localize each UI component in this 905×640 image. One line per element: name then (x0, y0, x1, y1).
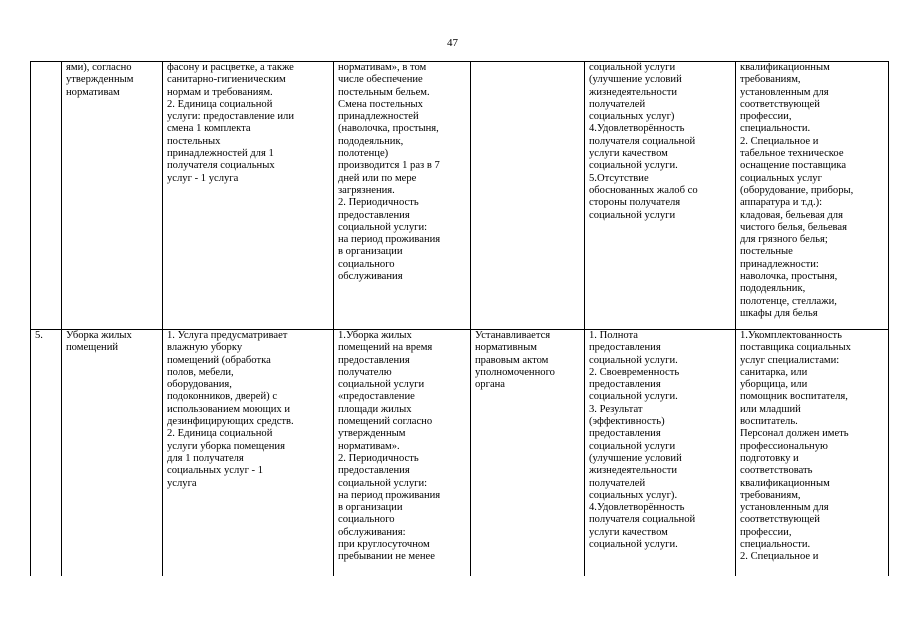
cell-service-name: ями), согласно утвержденным нормативам (62, 62, 163, 330)
table-row-5 (31, 330, 889, 576)
cell-service-norms: нормативам», в том числе обеспечение постельным бельем. Смена постельных принадлежностей (наволочка, простыня, пододеяльник, полотенце) производится 1 раз в 7 дней или по мере загрязнения. 2. Периодичность предоставления социальной услуги: на период проживания в организации социального обслуживания (334, 62, 471, 330)
cell-service-norms: 1.Уборка жилых помещений на время предоставления получателю социальной услуги «предоставление площади жилых помещений согласно утвержденным нормативам». 2. Периодичность предоставления социальной услуги: на период проживания в организации социального обслуживания: при круглосуточном пребывании не менее (334, 330, 471, 576)
cell-quality-indicators: 1. Полнота предоставления социальной услуги. 2. Своевременность предоставления социальной услуги. 3. Результат (эффективность) предоставления социальной услуги (улучшение условий жизнедеятельности получателей социальных услуг). 4.Удовлетворённость получателя социальной услуги качеством социальной услуги. (585, 330, 736, 576)
table-row-continued (31, 62, 889, 330)
page-number: 47 (447, 37, 458, 49)
cell-service-conditions: 1.Укомплектованность поставщика социальных услуг специалистами: санитарка, или уборщица, или помощник воспитателя, или младший воспитатель. Персонал должен иметь профессиональную подготовку и соответствовать квалификационным требованиям, установленным для соответствующей профессии, специальности. 2. Специальное и (736, 330, 889, 576)
cell-service-rate: Устанавливается нормативным правовым актом уполномоченного органа (471, 330, 585, 576)
cell-number: 5. (31, 330, 62, 576)
cell-quality-indicators: социальной услуги (улучшение условий жизнедеятельности получателей социальных услуг) 4.Удовлетворённость получателя социальной услуги качеством социальной услуги. 5.Отсутствие обоснованных жалоб со стороны получателя социальной услуги (585, 62, 736, 330)
cell-service-description: 1. Услуга предусматривает влажную уборку помещений (обработка полов, мебели, оборудования, подоконников, дверей) с использованием моющих и дезинфицирующих средств. 2. Единица социальной услуги уборка помещения для 1 получателя социальных услуг - 1 услуга (163, 330, 334, 576)
cell-service-description: фасону и расцветке, а также санитарно-гигиеническим нормам и требованиям. 2. Единица социальной услуги: предоставление или смена 1 комплекта постельных принадлежностей для 1 получателя социальных услуг - 1 услуга (163, 62, 334, 330)
cell-service-conditions: квалификационным требованиям, установленным для соответствующей профессии, специальности. 2. Специальное и табельное техническое оснащение поставщика социальных услуг (оборудование, приборы, аппаратура и т.д.): кладовая, бельевая для чистого белья, бельевая для грязного белья; постельные принадлежности: наволочка, простыня, пододеяльник, полотенце, стеллажи, шкафы для белья (736, 62, 889, 330)
cell-service-name: Уборка жилых помещений (62, 330, 163, 576)
cell-service-rate (471, 62, 585, 330)
cell-number (31, 62, 62, 330)
services-table (30, 61, 889, 576)
